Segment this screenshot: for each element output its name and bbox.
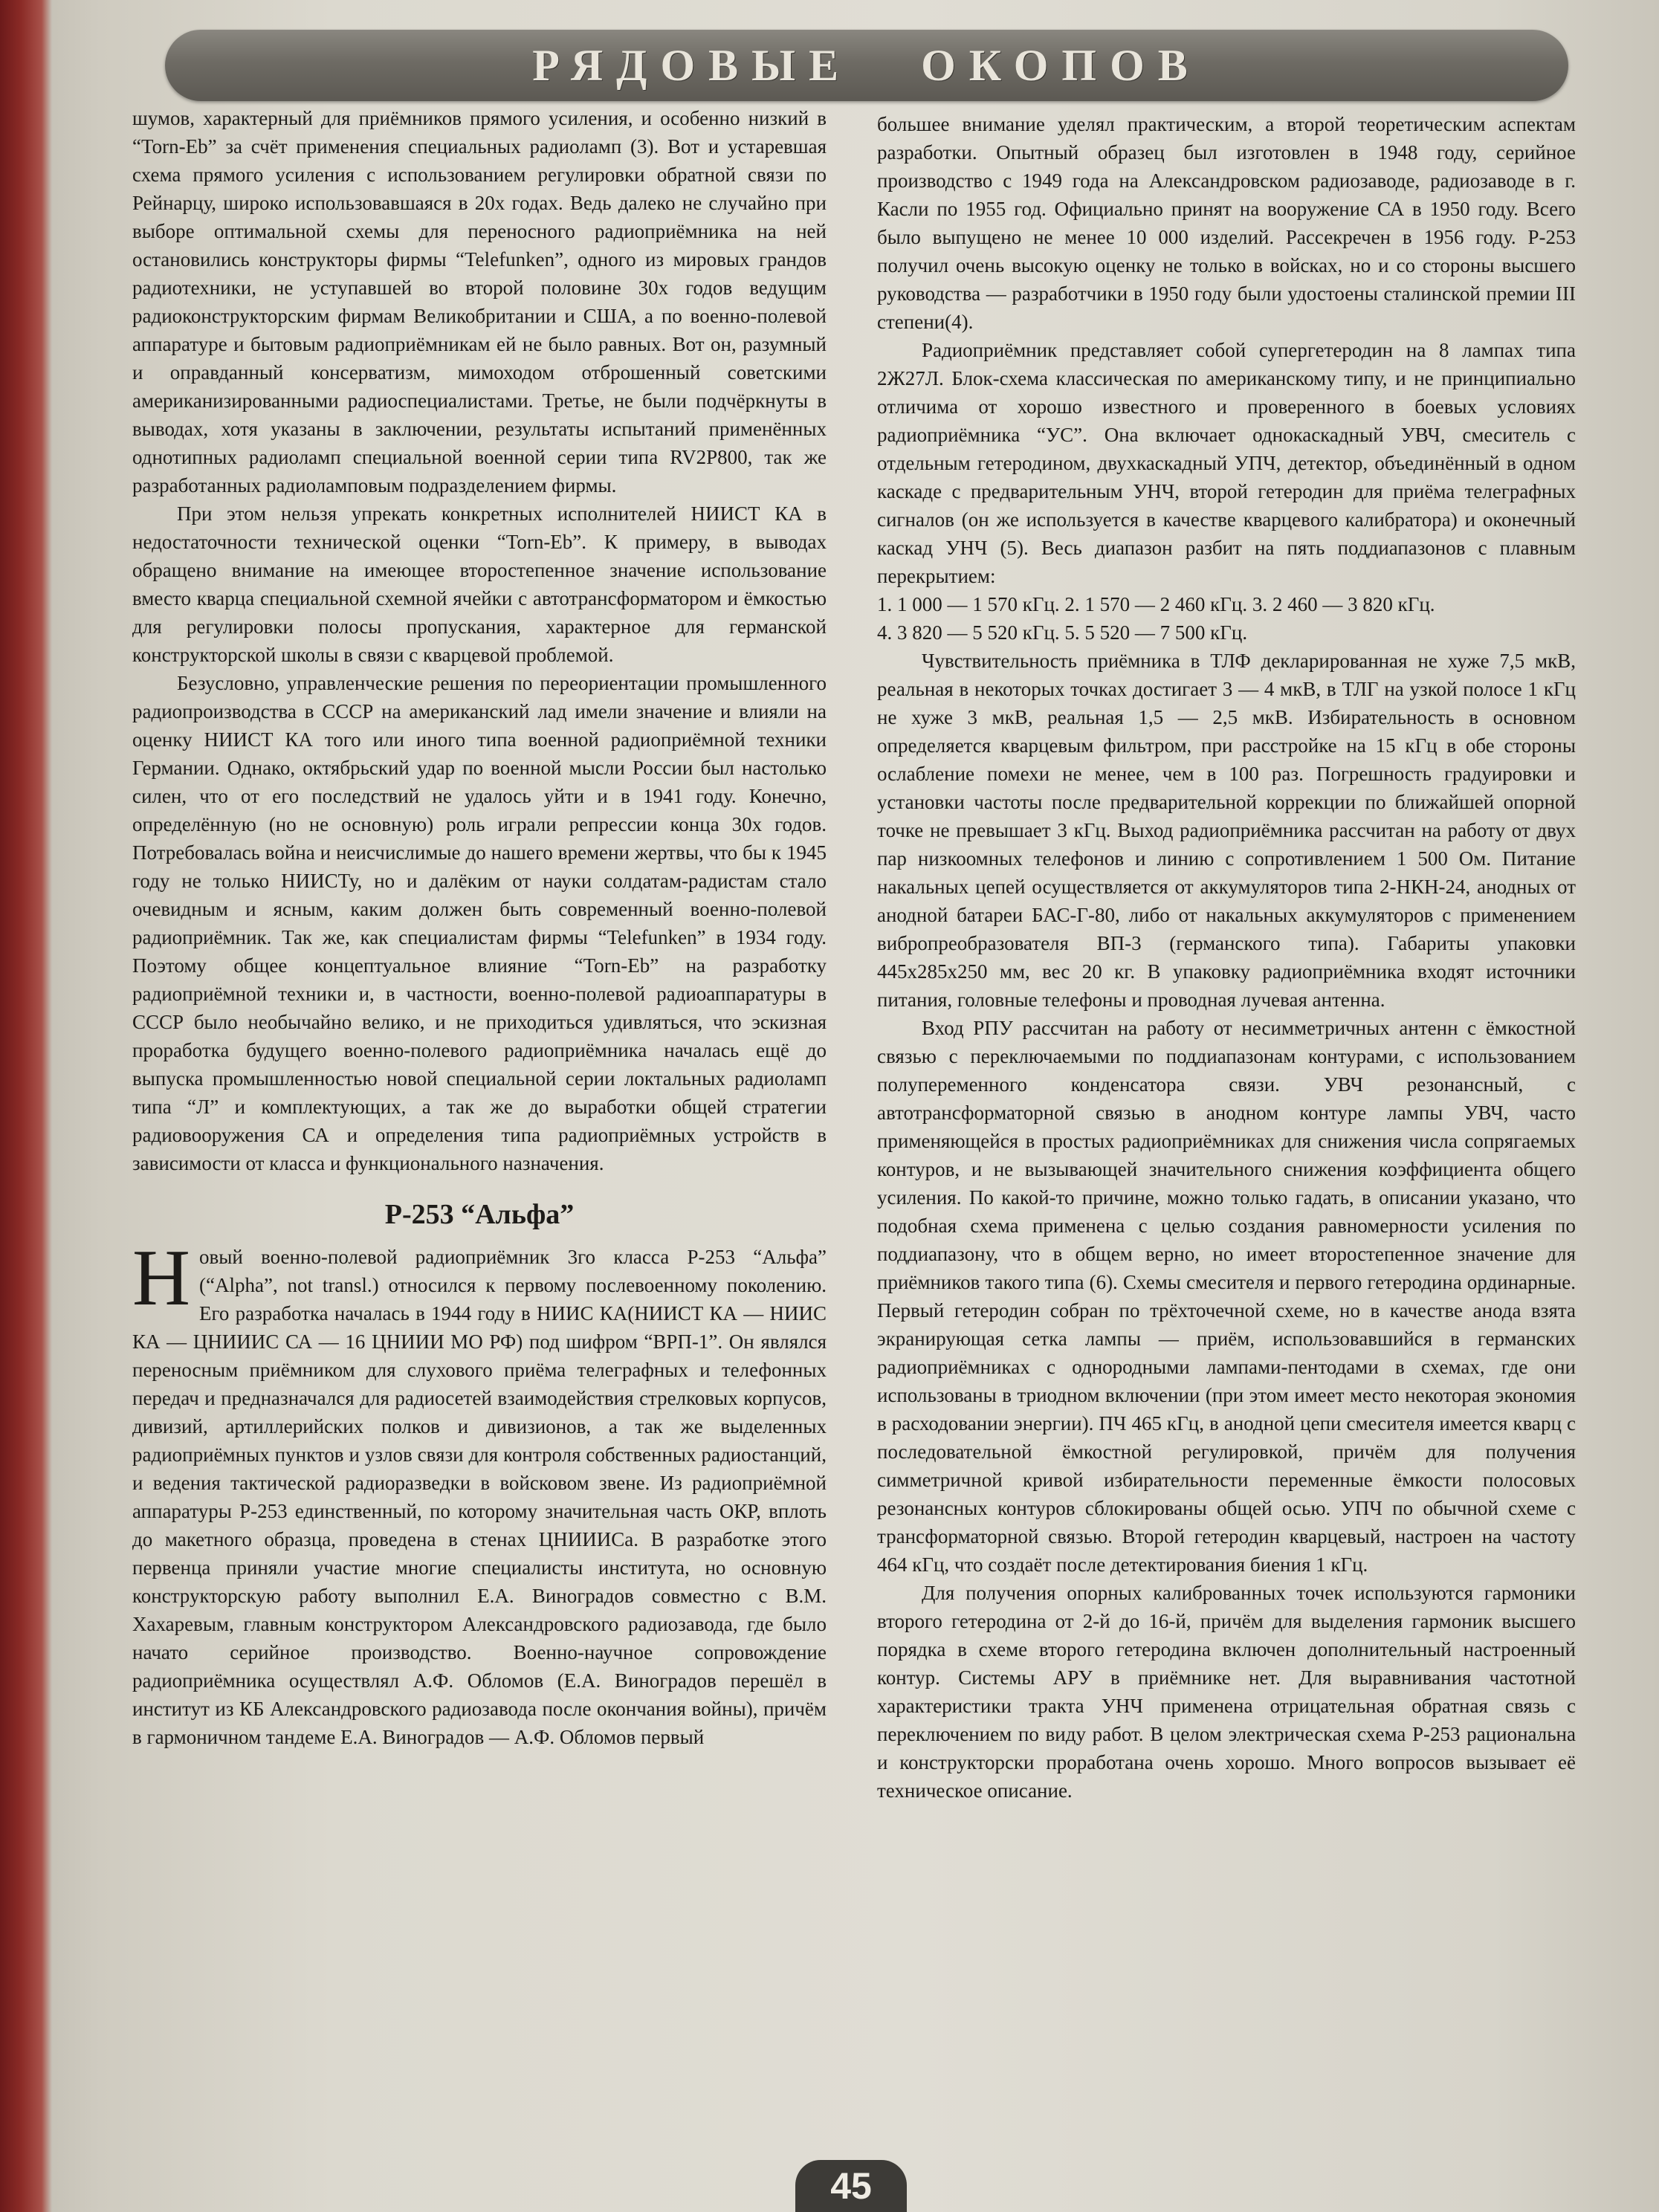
left-column — [132, 104, 827, 1751]
section-title: Р-253 “Альфа” — [384, 1199, 575, 1230]
frequency-ranges-line-1: 1. 1 000 — 1 570 кГц. 2. 1 570 — 2 460 кГц. 3. 2 460 — 3 820 кГц. — [877, 593, 1435, 615]
left-paragraph-2: При этом нельзя упрекать конкретных исполнителей НИИСТ КА в недостаточности технической оценки “Torn-Eb”. К примеру, в выводах обращено внимание на имеющее второстепенное значение использование вместо кварца специальной схемной ячейки с автотрансформатором и ёмкостью для регулировки полосы пропускания, характерное для германской конструкторской школы в связи с кварцевой проблемой. — [132, 502, 827, 666]
left-paragraph-1: шумов, характерный для приёмников прямого усиления, и особенно низкий в “Torn-Eb” за счёт применения специальных радиоламп (3). Вот и устаревшая схема прямого усиления с использованием регулировки обратной связи по Рейнарцу, широко использовавшаяся в 20х годах. Ведь далеко не случайно при выборе оптимальной схемы для переносного радиоприёмника на ней остановились конструкторы фирмы “Telefunken”, одного из мировых грандов радиотехники, не уступавшей во второй половине 30х годов ведущим радиоконструкторским фирмам Великобритании и США, а по военно-полевой аппаратуре и бытовым радиоприёмникам ей не было равных. Вот он, разумный и оправданный консерватизм, мимоходом отброшенный советскими американизированными радиоспециалистами. Третье, не были подчёркнуты в выводах, хотя указаны в заключении, результаты испытаний применённых однотипных радиоламп специальной военной серии типа RV2P800, так же разработанных радиоламповым подразделением фирмы. — [132, 107, 827, 497]
right-paragraph-2: Радиоприёмник представляет собой супергетеродин на 8 лампах типа 2Ж27Л. Блок-схема классическая по американскому типу, и не принципиально отличима от хорошо известного и проверенного в боевых условиях радиоприёмника “УС”. Она включает однокаскадный УВЧ, смеситель с отдельным гетеродином, двухкаскадный УПЧ, детектор, объединённый в одном каскаде с предварительным УНЧ, второй гетеродин для приёма телеграфных сигналов (он же используется в качестве кварцевого калибратора) и оконечный каскад УНЧ (5). Весь диапазон разбит на пять поддиапазонов с плавным перекрытием: — [877, 339, 1576, 587]
left-paragraph-3: Безусловно, управленческие решения по переориентации промышленного радиопроизводства в СССР на американский лад имели значение и влияли на оценку НИИСТ КА того или иного типа военной радиоприёмной техники Германии. Однако, октябрьский удар по военной мысли России был настолько силен, что от его последствий не удалось уйти и в 1941 году. Конечно, определённую (но не основную) роль играли репрессии конца 30х годов. Потребовалась война и неисчислимые до нашего времени жертвы, что бы к 1945 году не только НИИСТу, но и далёким от науки солдатам-радистам стало очевидным и ясным, каким должен быть современный военно-полевой радиоприёмник. Так же, как специалистам фирмы “Telefunken” в 1934 году. Поэтому общее концептуальное влияние “Torn-Eb” на разработку радиоприёмной техники и, в частности, военно-полевой радиоаппаратуры в СССР было необычайно велико, и не приходиться удивляться, что эскизная проработка будущего военно-полевого радиоприёмника началась ещё до выпуска промышленностью новой специальной серии локтальных радиоламп типа “Л” и комплектующих, а так же до выработки общей стратегии радиовооружения СА и определения типа радиоприёмных устройств в зависимости от класса и функционального назначения. — [132, 672, 827, 1174]
frequency-ranges-line-2: 4. 3 820 — 5 520 кГц. 5. 5 520 — 7 500 кГц. — [877, 621, 1248, 644]
left-paragraph-4 — [132, 1234, 827, 1751]
right-paragraph-1: большее внимание уделял практическим, а второй теоретическим аспектам разработки. Опытный образец был изготовлен в 1948 году, серийное производство с 1949 года на Александровском радиозаводе, радиозаводе в г. Касли по 1955 год. Официально принят на вооружение СА в 1950 году. Всего было выпущено не менее 10 000 изделий. Рассекречен в 1956 году. Р-253 получил очень высокую оценку не только в войсках, но и со стороны высшего руководства — разработчики в 1950 году были удостоены сталинской премии III степени(4). — [877, 113, 1576, 333]
right-paragraph-3: Чувствительность приёмника в ТЛФ декларированная не хуже 7,5 мкВ, реальная в некоторых точках достигает 3 — 4 мкВ, в ТЛГ на узкой полосе 1 кГц не хуже 3 мкВ, реальная 1,5 — 2,5 мкВ. Избирательность в основном определяется кварцевым фильтром, при расстройке на 15 кГц в обе стороны ослабление помехи не менее, чем в 100 раз. Погрешность градуировки и установки частоты после предварительной коррекции по ближайшей опорной точке не превышает 3 кГц. Выход радиоприёмника рассчитан на работу от двух пар низкоомных телефонов и линию с сопротивлением 1 500 Ом. Питание накальных цепей осуществляется от аккумуляторов типа 2-НКН-24, анодных от анодной батареи БАС-Г-80, либо от накальных аккумуляторов с применением вибропреобразователя ВП-3 (германского типа). Габариты упаковки 445х285х250 мм, вес 20 кг. В упаковку радиоприёмника входят источники питания, головные телефоны и проводная лучевая антенна. — [877, 650, 1576, 1011]
page-number: 45 — [795, 2160, 907, 2212]
left-paragraph-4-text: овый военно-полевой радиоприёмник 3го класса Р-253 “Альфа” (“Alpha”, not transl.) относился к первому послевоенному поколению. Его разработка началась в 1944 году в НИИС КА(НИИСТ КА — НИИС КА — ЦНИИИС СА — 16 ЦНИИИ МО РФ) под шифром “ВРП-1”. Он являлся переносным приёмником для слухового приёма телеграфных и телефонных передач и предназначался для радиосетей взаимодействия стрелковых корпусов, дивизий, артиллерийских полков и дивизионов, а так же выделенных радиоприёмных пунктов и узлов связи для контроля собственных радиостанций, и ведения тактической радиоразведки в войсковом звене. Из радиоприёмной аппаратуры Р-253 единственный, по которому значительная часть ОКР, вплоть до макетного образца, проведена в стенах ЦНИИИСа. В разработке этого первенца приняли участие многие специалисты института, но основную конструкторскую работу выполнил Е.А. Виноградов совместно с В.М. Хахаревым, главным конструктором Александровского радиозавода, где было начато серийное производство. Военно-научное сопровождение радиоприёмника осуществлял А.Ф. Обломов (Е.А. Виноградов перешёл в институт из КБ Александровского радиозавода после окончания войны), причём в гармоничном тандеме Е.А. Виноградов — А.Ф. Обломов первый — [132, 1246, 827, 1748]
book-spine — [0, 0, 52, 2212]
right-paragraph-4: Вход РПУ рассчитан на работу от несимметричных антенн с ёмкостной связью с переключаемыми по поддиапазонам контурами, с использованием полупеременного конденсатора связи. УВЧ резонансный, с автотрансформаторной связью в анодном контуре лампы УВЧ, часто применяющейся в простых радиоприёмниках для снижения числа сопрягаемых контуров, и не вызывающей значительного снижения коэффициента общего усиления. По какой-то причине, можно только гадать, в описании указано, что подобная схема применена с целью создания равномерности усиления по поддиапазону, что в общем верно, но имеет второстепенное значение для приёмников такого типа (6). Схемы смесителя и первого гетеродина ординарные. Первый гетеродин собран по трёхточечной схеме, но в качестве анода взята экранирующая сетка лампы — приём, использовавшийся в германских радиоприёмниках с однородными лампами-пентодами в схемах, где они использованы в триодном включении (при этом имеет место некоторая экономия в расходовании энергии). ПЧ 465 кГц, в анодной цепи смесителя имеется кварц с последовательной ёмкостной регулировкой, причём для получения симметричной кривой избирательности переменные ёмкости полосовых резонансных контуров сблокированы общей осью. УПЧ по обычной схеме с трансформаторной связью. Второй гетеродин кварцевый, настроен на частоту 464 кГц, что создаёт после детектирования биения 1 кГц. — [877, 1017, 1576, 1576]
section-header-bar — [165, 30, 1568, 101]
right-column — [877, 110, 1576, 1805]
right-paragraph-5: Для получения опорных калиброванных точек используются гармоники второго гетеродина от 2-й до 16-й, причём для выделения гармоник высшего порядка в схеме второго гетеродина включен дополнительный настроенный контур. Системы АРУ в приёмнике нет. Для выравнивания частотной характеристики тракта УНЧ применена отрицательная обратная связь с переключением по виду работ. В целом электрическая схема Р-253 рациональна и конструкторски проработана очень хорошо. Много вопросов вызывает её техническое описание. — [877, 1582, 1576, 1802]
drop-cap: Н — [132, 1234, 190, 1322]
section-header-title: РЯДОВЫЕ ОКОПОВ — [532, 40, 1201, 90]
